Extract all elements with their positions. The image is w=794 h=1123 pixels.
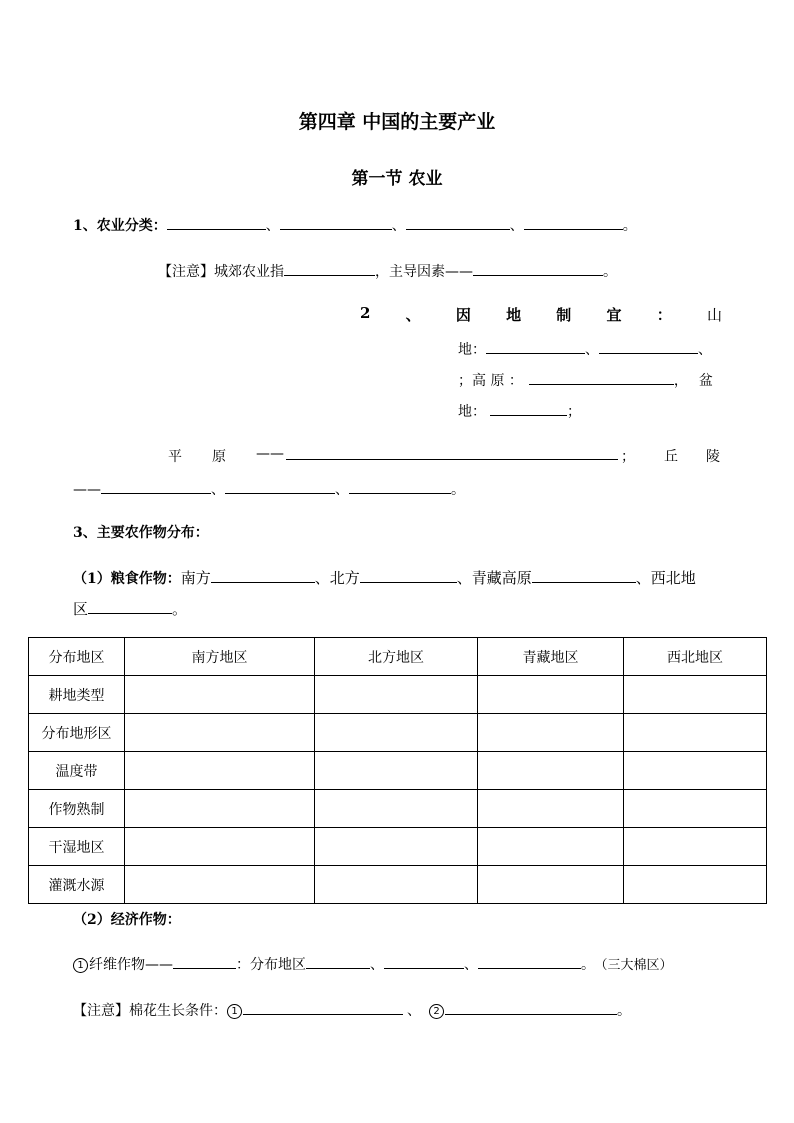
answer-blank[interactable] [384,955,464,969]
row-label: 灌溉水源 [29,866,125,904]
answer-blank[interactable] [478,955,581,969]
answer-cell[interactable] [624,790,767,828]
answer-blank[interactable] [360,569,457,583]
answer-cell[interactable] [315,828,478,866]
answer-blank[interactable] [225,480,335,494]
table-header: 分布地区 [29,638,125,676]
answer-blank[interactable] [532,569,636,583]
plateau-row: ；高 原 ： ，盆 [458,373,724,389]
circled-number-1: 1 [73,958,88,973]
answer-blank[interactable] [211,569,315,583]
grain-crops-line-2: 区 。 [73,600,188,618]
table-row [29,714,767,752]
row-label: 作物熟制 [29,790,125,828]
table-header: 西北地区 [624,638,767,676]
answer-blank[interactable] [490,402,567,416]
circled-number-1: 1 [227,1004,242,1019]
row-label: 分布地形区 [29,714,125,752]
question-1-label: 1、农业分类： [73,218,167,234]
table-header: 南方地区 [125,638,315,676]
answer-cell[interactable] [315,790,478,828]
answer-blank[interactable] [173,955,236,969]
table-row [29,828,767,866]
answer-blank[interactable] [243,1001,403,1015]
answer-blank[interactable] [486,340,585,354]
answer-blank[interactable] [306,955,370,969]
answer-cell[interactable] [125,714,315,752]
answer-blank[interactable] [524,216,623,230]
circled-number-2: 2 [429,1004,444,1019]
economic-crops-label: （2）经济作物： [73,912,181,928]
answer-blank[interactable] [280,216,392,230]
question-3-label: 3、主要农作物分布： [73,525,209,541]
row-label: 耕地类型 [29,676,125,714]
answer-cell[interactable] [624,752,767,790]
table-row [29,752,767,790]
answer-blank[interactable] [284,262,375,276]
grain-crops-line: （1）粮食作物：南方 、北方 、青藏高原 、西北地 [73,569,696,587]
page-title: 第四章 中国的主要产业 [298,111,496,133]
hills-row: —— 、 、 。 [73,482,465,498]
hills-label: 丘 [664,449,678,465]
crop-distribution-table [28,637,767,904]
table-header: 青藏地区 [478,638,624,676]
table-header-row [29,638,767,676]
answer-cell[interactable] [315,866,478,904]
fiber-crops-line: 1 纤维作物—— ：分布地区 、 、 。 （三大棉区） [73,954,673,974]
note-suburban-agriculture: 【注意】城郊农业指 ，主导因素—— 。 [158,264,617,280]
question-2-heading: 2 、 因 地 制 宜 ： 山 [360,304,722,324]
answer-cell[interactable] [125,752,315,790]
answer-cell[interactable] [478,866,624,904]
answer-cell[interactable] [624,714,767,752]
question-1: 1、农业分类： 、 、 、 。 [73,218,637,234]
answer-cell[interactable] [125,676,315,714]
note-cotton-conditions: 【注意】棉花生长条件： 1 、 2 。 [73,1003,631,1019]
answer-cell[interactable] [125,866,315,904]
answer-cell[interactable] [624,828,767,866]
answer-cell[interactable] [624,676,767,714]
answer-blank[interactable] [167,216,266,230]
row-label: 干湿地区 [29,828,125,866]
answer-cell[interactable] [315,714,478,752]
table-header: 北方地区 [315,638,478,676]
answer-cell[interactable] [478,676,624,714]
table-row [29,790,767,828]
answer-cell[interactable] [478,790,624,828]
table-row [29,866,767,904]
table-row [29,676,767,714]
plain-label: 平 [168,449,182,465]
answer-cell[interactable] [478,828,624,866]
mountain-row: 地： 、 、 [458,342,712,358]
answer-blank[interactable] [473,262,603,276]
answer-blank[interactable] [599,340,698,354]
answer-blank[interactable] [529,371,674,385]
section-title: 第一节 农业 [351,169,443,189]
answer-cell[interactable] [125,790,315,828]
answer-blank[interactable] [349,480,451,494]
answer-cell[interactable] [315,676,478,714]
answer-blank[interactable] [445,1001,617,1015]
answer-blank[interactable] [286,459,618,460]
answer-blank[interactable] [101,480,211,494]
row-label: 温度带 [29,752,125,790]
answer-blank[interactable] [406,216,510,230]
answer-cell[interactable] [125,828,315,866]
answer-cell[interactable] [478,714,624,752]
answer-cell[interactable] [478,752,624,790]
worksheet-page: 第四章 中国的主要产业 第一节 农业 1、农业分类： 、 、 、 。 【注意】城郊农业指 ，主导因素—— 。 2 、 因 地 制 宜 ： 山 地： 、 、 ；高 原 ： ，盆 地： ； 平 原 —— ； 丘 陵 —— 、 、 。 3、主要农作物分布： （1）粮食作物：南方 、北方 、青藏高原 、西北地 区 。 分布地区 南方地区 北方地区 青藏地区 西北地区 耕地类型 分布地形区 温度带 作物熟制 干湿地区 灌溉水源 （2）经济作物： 1 纤维作物—— ：分布地区 、 、 。 （三大棉区） 【注意】棉花生长条件： 1 、 2 。 [0,0,794,1123]
answer-cell[interactable] [624,866,767,904]
answer-blank[interactable] [88,600,172,614]
answer-cell[interactable] [315,752,478,790]
basin-row: 地： ； [458,404,581,420]
